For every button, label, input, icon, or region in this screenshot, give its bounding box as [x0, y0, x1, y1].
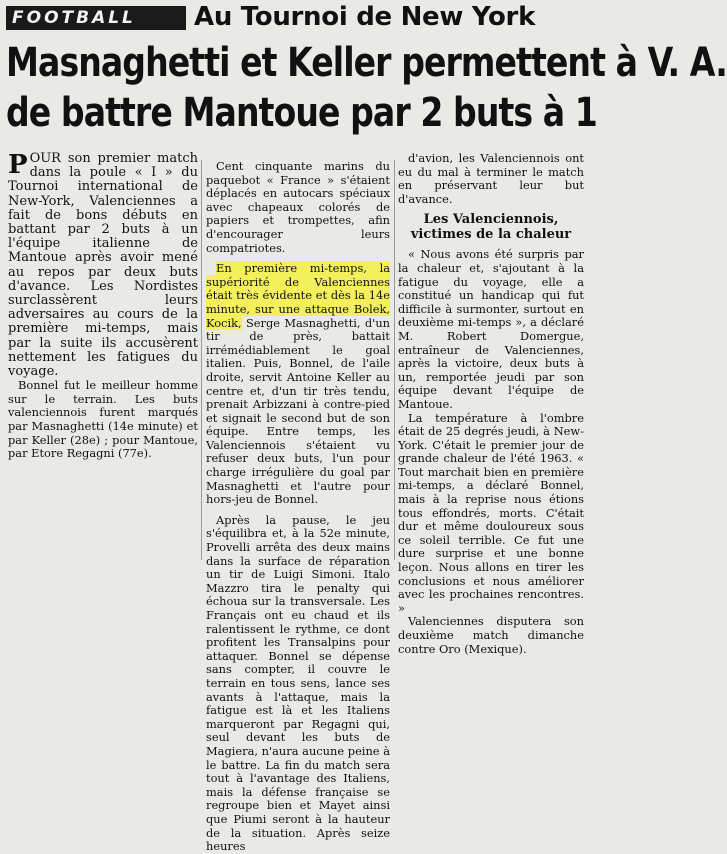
paragraph: [206, 262, 390, 507]
supertitle: Au Tournoi de New York: [194, 2, 536, 32]
paragraph: Valenciennes disputera son deuxième match dimanche contre Oro (Mexique).: [398, 614, 584, 656]
section-kicker: FOOTBALL: [6, 6, 186, 30]
drop-cap: P: [8, 150, 28, 180]
column-3: [398, 152, 584, 656]
headline: [6, 38, 727, 138]
paragraph-text: Serge Masnaghetti, d'un tir de près, battait irrémédiablement le goal italien. Puis, Bonnel, de l'aile droite, servit Antoine Keller au centre et, d'un tir très tendu, prenait Arbizzani à contre-pied et signait le second but de son équipe. Entre temps, les Valenciennois s'étaient vu refuser deux buts, l'un pour charge irrégulière du goal par Masnaghetti et l'autre pour hors-jeu de Bonnel.: [206, 315, 390, 507]
paragraph: La température à l'ombre était de 25 degrés jeudi, à New-York. C'était le premier jour de grande chaleur de l'été 1963. « Tout marchait bien en première mi-temps, a déclaré Bonnel, mais à la reprise nous étions tous effondrés, morts. C'était dur et même douloureux sous ce soleil terrible. Ce fut une dure surprise et une bonne leçon. Nous allons en tirer les conclusions et nous améliorer avec les prochaines rencontres. »: [398, 410, 584, 615]
paragraph: d'avion, les Valenciennois ont eu du mal à terminer le match en préservant leur but d'avance.: [398, 151, 584, 206]
lede-paragraph: [8, 152, 198, 379]
paragraph: « Nous avons été surpris par la chaleur et, s'ajoutant à la fatigue du voyage, elle a constitué un handicap qui fut difficile à surmonter, surtout en deuxième mi-temps », a déclaré M. Robert Domergue, entraîneur de Valenciennes, après la victoire, deux buts à un, remportée jeudi par son équipe devant l'équipe de Mantoue.: [398, 247, 584, 411]
column-1: [8, 152, 198, 461]
lede-text: OUR son premier match dans la poule « I » du Tournoi international de New-York, Valenciennes a fait de bons débuts en battant par 2 buts à un l'équipe italienne de Mantoue après avoir mené au repos par deux buts d'avance. Les Nordistes surclassèrent leurs adversaires au cours de la première mi-temps, mais par la suite ils accusèrent nettement les fatigues du voyage.: [8, 151, 198, 380]
paragraph: Bonnel fut le meilleur homme sur le terrain. Les buts valenciennois furent marqués par Masnaghetti (14e minute) et par Keller (28e) ; pour Mantoue, par Etore Regagni (77e).: [8, 378, 198, 461]
headline-line-2: de battre Mantoue par 2 buts à 1: [6, 90, 597, 136]
subheading-line-1: Les Valenciennois,: [423, 212, 559, 228]
column-rule: [394, 160, 395, 560]
subheading-line-2: victimes de la chaleur: [410, 227, 572, 243]
paragraph: Cent cinquante marins du paquebot « France » s'étaient déplacés en autocars spéciaux avec chapeaux colorés de papiers et trompettes, afin d'encourager leurs compatriotes.: [206, 159, 390, 255]
highlighted-text: En première mi-temps, la supériorité de Valenciennes était très évidente et dès la 14e minute, sur une attaque Bolek, Kocik,: [206, 261, 390, 330]
paragraph: Après la pause, le jeu s'équilibra et, à la 52e minute, Provelli arrêta des deux mains dans la surface de réparation un tir de Luigi Simoni. Italo Mazzro tira le penalty qui échoua sur la transversale. Les Français ont eu chaud et ils ralentissent le rythme, ce dont profitent les Transalpins pour attaquer. Bonnel se dépense sans compter, il couvre le terrain en tous sens, lance ses avants à l'attaque, mais la fatigue est là et les Italiens marqueront par Regagni qui, seul devant les buts de Magiera, n'aura aucune peine à le battre. La fin du match sera tout à l'avantage des Italiens, mais la défense française se regroupe bien et Mayet ainsi que Piumi seront à la hauteur de la situation. Après seize heures: [206, 512, 390, 854]
subheading: [398, 212, 584, 242]
headline-line-1: Masnaghetti et Keller permettent à V. A.: [6, 40, 727, 86]
column-2: [206, 160, 390, 854]
column-rule: [201, 160, 202, 560]
